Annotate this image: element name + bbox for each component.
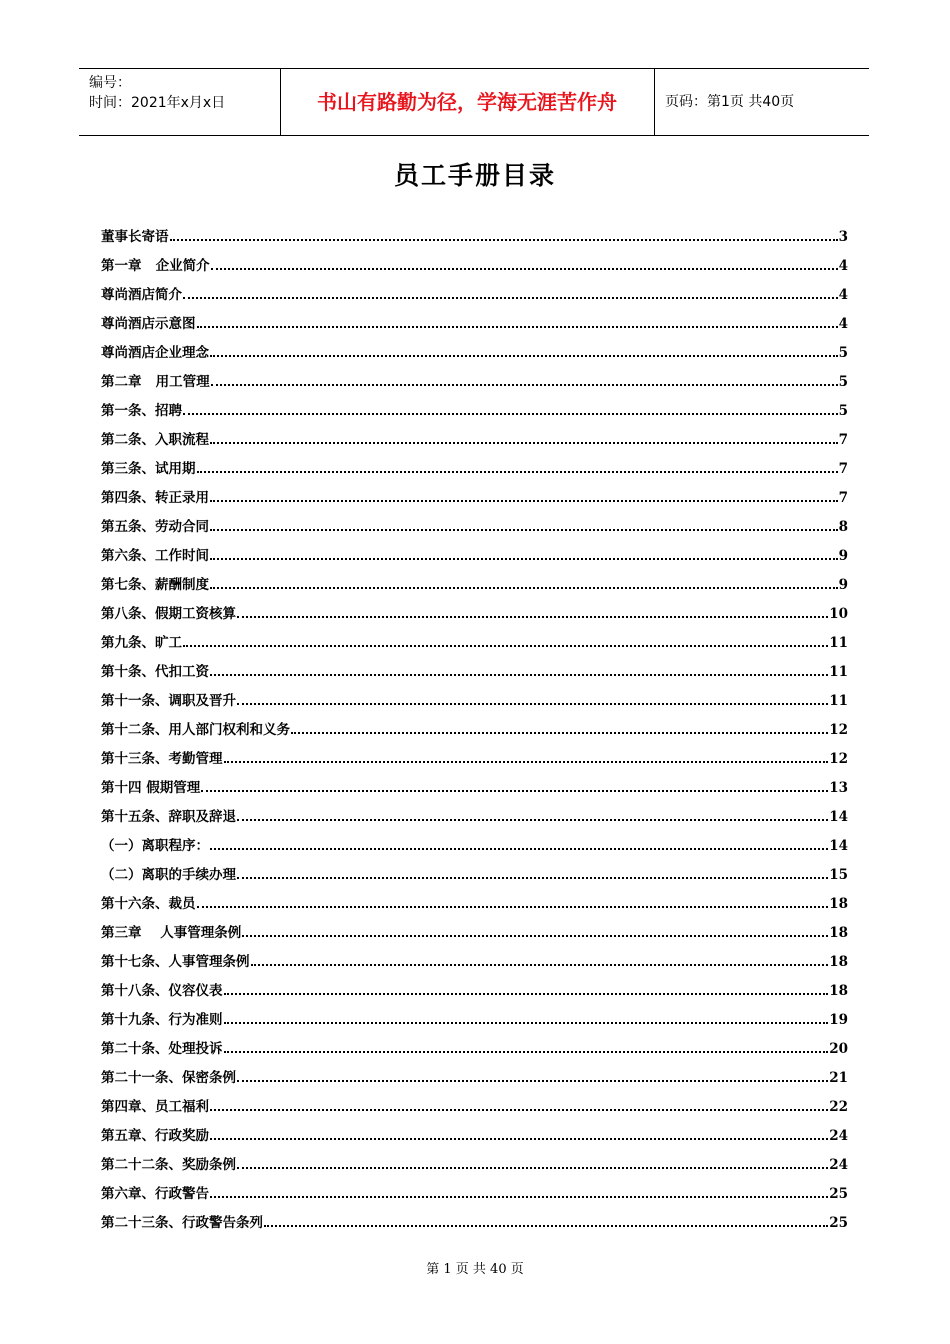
toc-entry-label: 尊尚酒店示意图: [101, 316, 196, 332]
toc-dot-leader: [291, 732, 828, 734]
toc-dot-leader: [210, 442, 838, 444]
toc-entry-label: 第二十二条、奖励条例: [101, 1157, 236, 1173]
toc-entry-page: 18: [829, 983, 848, 999]
toc-entry-label: 第四章、员工福利: [101, 1099, 209, 1115]
toc-entry[interactable]: [101, 738, 848, 767]
toc-entry-page: 4: [838, 316, 848, 332]
toc-entry[interactable]: [101, 1115, 848, 1144]
toc-dot-leader: [210, 848, 828, 850]
toc-entry[interactable]: [101, 332, 848, 361]
toc-dot-leader: [210, 355, 838, 357]
toc-entry[interactable]: [101, 941, 848, 970]
toc-entry[interactable]: [101, 274, 848, 303]
serial-number-label: 编号：: [89, 75, 131, 91]
page-footer: 第 1 页 共 40 页: [426, 1262, 524, 1277]
toc-entry-page: 24: [829, 1128, 848, 1144]
toc-entry[interactable]: [101, 448, 848, 477]
toc-entry-page: 3: [838, 229, 848, 245]
toc-entry-label: （二）离职的手续办理: [101, 867, 236, 883]
toc-dot-leader: [237, 877, 828, 879]
toc-entry-page: 12: [829, 751, 848, 767]
toc-entry-label: 第七条、薪酬制度: [101, 577, 209, 593]
toc-entry-page: 4: [838, 258, 848, 274]
page-header: [79, 68, 869, 136]
toc-entry-label: 第二十三条、行政警告条列: [101, 1215, 263, 1231]
toc-dot-leader: [237, 616, 828, 618]
toc-dot-leader: [237, 1167, 828, 1169]
toc-entry[interactable]: [101, 361, 848, 390]
toc-dot-leader: [224, 993, 829, 995]
toc-entry-page: 18: [829, 896, 848, 912]
toc-entry[interactable]: [101, 999, 848, 1028]
toc-entry[interactable]: [101, 680, 848, 709]
toc-dot-leader: [210, 529, 838, 531]
toc-entry[interactable]: [101, 506, 848, 535]
toc-entry[interactable]: [101, 535, 848, 564]
toc-entry-page: 19: [829, 1012, 848, 1028]
toc-entry-label: 第六条、工作时间: [101, 548, 209, 564]
toc-entry-page: 11: [829, 635, 848, 651]
toc-entry-page: 25: [829, 1215, 848, 1231]
toc-entry[interactable]: [101, 709, 848, 738]
toc-entry-page: 9: [838, 548, 848, 564]
toc-dot-leader: [210, 558, 838, 560]
toc-dot-leader: [170, 239, 838, 241]
toc-dot-leader: [183, 297, 838, 299]
toc-entry[interactable]: [101, 477, 848, 506]
toc-dot-leader: [197, 471, 838, 473]
toc-entry-page: 21: [829, 1070, 848, 1086]
toc-entry-page: 7: [838, 432, 848, 448]
toc-entry-label: 第十七条、人事管理条例: [101, 954, 250, 970]
toc-entry-label: 第十九条、行为准则: [101, 1012, 223, 1028]
toc-entry-page: 9: [838, 577, 848, 593]
toc-dot-leader: [237, 703, 828, 705]
toc-dot-leader: [224, 1022, 829, 1024]
toc-entry-label: 尊尚酒店企业理念: [101, 345, 209, 361]
toc-dot-leader: [264, 1225, 828, 1227]
header-page-info: 页码：第1页 共40页: [665, 94, 795, 110]
toc-entry-label: 第八条、假期工资核算: [101, 606, 236, 622]
toc-entry[interactable]: [101, 796, 848, 825]
toc-entry-page: 10: [829, 606, 848, 622]
toc-entry[interactable]: [101, 419, 848, 448]
toc-entry-label: 第二十一条、保密条例: [101, 1070, 236, 1086]
page-title: 员工手册目录: [393, 161, 556, 190]
toc-entry-page: 5: [838, 403, 848, 419]
toc-entry-page: 13: [829, 780, 848, 796]
toc-entry-label: 第十二条、用人部门权利和义务: [101, 722, 290, 738]
toc-entry-page: 7: [838, 461, 848, 477]
toc-entry-label: 第五条、劳动合同: [101, 519, 209, 535]
toc-entry-label: 第十六条、裁员: [101, 896, 196, 912]
toc-entry-page: 7: [838, 490, 848, 506]
toc-dot-leader: [197, 906, 829, 908]
toc-entry[interactable]: [101, 245, 848, 274]
table-of-contents: [101, 216, 848, 1231]
toc-entry-page: 24: [829, 1157, 848, 1173]
toc-dot-leader: [242, 935, 828, 937]
date-label: 时间：2021年x月x日: [89, 95, 226, 111]
toc-entry-label: 第六章、行政警告: [101, 1186, 209, 1202]
toc-entry-page: 20: [829, 1041, 848, 1057]
toc-dot-leader: [224, 1051, 829, 1053]
toc-entry[interactable]: [101, 216, 848, 245]
toc-entry-label: 第三章 人事管理条例: [101, 925, 242, 941]
toc-entry-label: （一）离职程序：: [101, 838, 209, 854]
toc-dot-leader: [237, 819, 828, 821]
toc-dot-leader: [251, 964, 829, 966]
toc-entry-label: 第一章 企业简介: [101, 258, 210, 274]
toc-entry-page: 8: [838, 519, 848, 535]
toc-entry[interactable]: [101, 1086, 848, 1115]
toc-entry[interactable]: [101, 1173, 848, 1202]
toc-entry-page: 12: [829, 722, 848, 738]
toc-dot-leader: [210, 1138, 828, 1140]
toc-entry-page: 25: [829, 1186, 848, 1202]
toc-entry-page: 18: [829, 925, 848, 941]
toc-entry[interactable]: [101, 564, 848, 593]
toc-entry-page: 5: [838, 345, 848, 361]
toc-entry-page: 18: [829, 954, 848, 970]
toc-entry[interactable]: [101, 970, 848, 999]
toc-entry-page: 22: [829, 1099, 848, 1115]
toc-dot-leader: [197, 326, 838, 328]
toc-dot-leader: [210, 1196, 828, 1198]
toc-entry[interactable]: [101, 303, 848, 332]
header-divider: [654, 69, 655, 135]
toc-dot-leader: [210, 500, 838, 502]
toc-entry[interactable]: [101, 1028, 848, 1057]
toc-dot-leader: [237, 1080, 828, 1082]
toc-entry[interactable]: [101, 622, 848, 651]
toc-entry[interactable]: [101, 912, 848, 941]
toc-entry-page: 5: [838, 374, 848, 390]
toc-entry[interactable]: [101, 1202, 848, 1231]
header-motto: 书山有路勤为径，学海无涯苦作舟: [317, 90, 617, 114]
header-meta: [89, 73, 225, 113]
toc-entry-label: 第五章、行政奖励: [101, 1128, 209, 1144]
toc-entry-label: 第十八条、仪容仪表: [101, 983, 223, 999]
toc-entry-page: 14: [829, 809, 848, 825]
toc-entry-label: 董事长寄语: [101, 229, 169, 245]
toc-entry-label: 第一条、招聘: [101, 403, 182, 419]
toc-entry-page: 14: [829, 838, 848, 854]
toc-dot-leader: [224, 761, 829, 763]
toc-entry[interactable]: [101, 825, 848, 854]
toc-entry-label: 第二十条、处理投诉: [101, 1041, 223, 1057]
toc-entry-label: 第十三条、考勤管理: [101, 751, 223, 767]
toc-entry[interactable]: [101, 767, 848, 796]
toc-dot-leader: [201, 790, 828, 792]
toc-dot-leader: [211, 384, 838, 386]
toc-dot-leader: [210, 587, 838, 589]
toc-entry-label: 第十四 假期管理: [101, 780, 201, 796]
toc-entry-page: 15: [829, 867, 848, 883]
toc-entry-page: 4: [838, 287, 848, 303]
toc-entry[interactable]: [101, 651, 848, 680]
toc-dot-leader: [210, 674, 828, 676]
toc-dot-leader: [183, 645, 828, 647]
toc-entry-page: 11: [829, 693, 848, 709]
toc-entry-label: 尊尚酒店简介: [101, 287, 182, 303]
toc-entry-label: 第二条、入职流程: [101, 432, 209, 448]
toc-entry-page: 11: [829, 664, 848, 680]
toc-entry-label: 第三条、试用期: [101, 461, 196, 477]
toc-dot-leader: [211, 268, 838, 270]
toc-entry-label: 第二章 用工管理: [101, 374, 210, 390]
toc-entry-label: 第十五条、辞职及辞退: [101, 809, 236, 825]
toc-entry[interactable]: [101, 390, 848, 419]
toc-entry-label: 第十一条、调职及晋升: [101, 693, 236, 709]
toc-entry[interactable]: [101, 883, 848, 912]
toc-entry[interactable]: [101, 1057, 848, 1086]
toc-entry[interactable]: [101, 854, 848, 883]
toc-dot-leader: [183, 413, 838, 415]
toc-entry[interactable]: [101, 1144, 848, 1173]
toc-dot-leader: [210, 1109, 828, 1111]
toc-entry-label: 第九条、旷工: [101, 635, 182, 651]
toc-entry[interactable]: [101, 593, 848, 622]
toc-entry-label: 第十条、代扣工资: [101, 664, 209, 680]
toc-entry-label: 第四条、转正录用: [101, 490, 209, 506]
